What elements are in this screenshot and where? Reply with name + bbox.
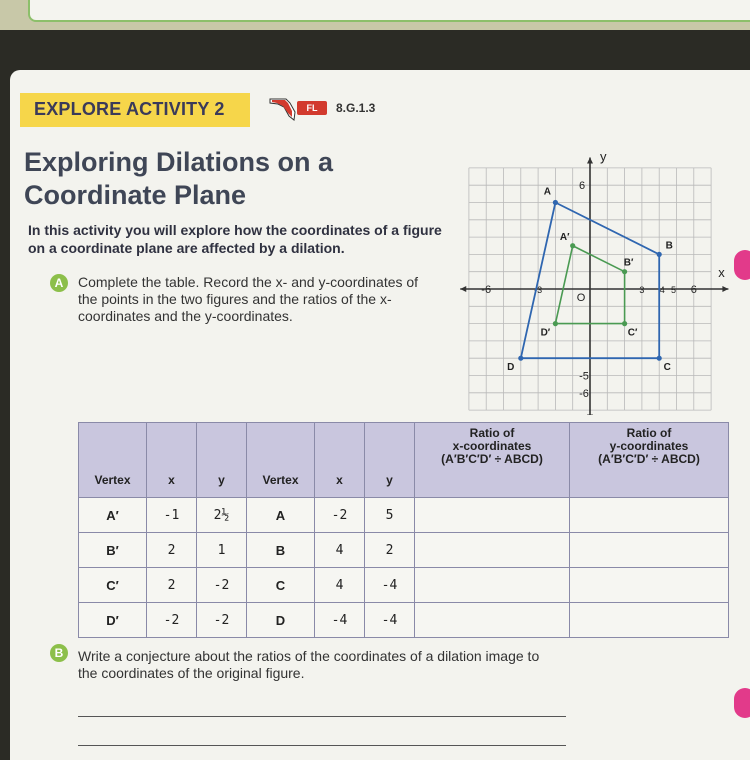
x-axis-label: x — [718, 265, 725, 280]
y-image-cell[interactable]: -2 — [197, 568, 247, 603]
y-image-cell[interactable]: -2 — [197, 603, 247, 638]
previous-page-strip — [0, 0, 750, 30]
ratio-y-cell[interactable] — [570, 568, 729, 603]
header-ratio-y — [570, 423, 729, 498]
answer-line[interactable] — [78, 716, 566, 717]
y-original-cell[interactable]: 2 — [365, 533, 415, 568]
table-row — [79, 533, 729, 568]
tick-label: -6 — [579, 387, 589, 400]
x-original-cell[interactable]: 4 — [315, 533, 365, 568]
header-ratio-x-line2: x-coordinates — [452, 439, 532, 453]
vertex-label: B — [665, 240, 673, 252]
page-title: Exploring Dilations on a Coordinate Plane — [24, 147, 334, 210]
vertex-image-cell: D′ — [79, 603, 147, 638]
ratio-x-cell[interactable] — [415, 498, 570, 533]
tick-label: -3 — [534, 285, 543, 295]
vertex-label: C′ — [627, 327, 638, 339]
previous-answer-box — [28, 0, 750, 22]
vertex-original-cell: B — [247, 533, 315, 568]
x-original-cell[interactable]: 4 — [315, 568, 365, 603]
header-ratio-x-line1: Ratio of — [469, 426, 515, 440]
answer-line[interactable] — [78, 745, 566, 746]
vertex-image-cell: A′ — [79, 498, 147, 533]
page-tab-marker — [734, 250, 750, 280]
vertex-point — [657, 356, 662, 361]
vertex-label: A — [543, 186, 552, 198]
ratio-y-cell[interactable] — [570, 603, 729, 638]
vertex-table — [78, 422, 729, 638]
vertex-point — [570, 243, 575, 248]
x-axis-arrow — [460, 286, 466, 292]
header-ratio-y-line2: y-coordinates — [609, 439, 689, 453]
vertex-original-cell: A — [247, 498, 315, 533]
y-original-cell[interactable]: -4 — [365, 603, 415, 638]
tick-label: 6 — [690, 284, 697, 296]
vertex-point — [518, 356, 523, 361]
tick-label: 6 — [578, 180, 586, 193]
y-image-cell[interactable]: 1 — [197, 533, 247, 568]
step-a-text: Complete the table. Record the x- and y-coordinates of the points in the two figures and the ratios of the x-coordinates and the y-coordinates. — [78, 274, 419, 324]
table-row — [79, 603, 729, 638]
activity-label: EXPLORE ACTIVITY 2 — [34, 99, 225, 119]
vertex-original-cell: C — [247, 568, 315, 603]
y-image-cell[interactable]: 2½ — [197, 498, 247, 533]
header-ratio-y-line3: (A′B′C′D′ ÷ ABCD) — [598, 452, 700, 466]
header-y-original: y — [365, 423, 415, 498]
x-image-cell[interactable]: -2 — [147, 603, 197, 638]
y-axis-arrow — [587, 414, 593, 415]
header-x-image: x — [147, 423, 197, 498]
vertex-label: A′ — [559, 231, 570, 243]
tick-label: 3 — [639, 285, 645, 295]
ratio-y-cell[interactable] — [570, 498, 729, 533]
vertex-image-cell: C′ — [79, 568, 147, 603]
ratio-x-cell[interactable] — [415, 603, 570, 638]
intro-text: In this activity you will explore how the coordinates of a figure on a coordinate plane are affected by a dilation. — [28, 222, 442, 256]
header-ratio-x — [415, 423, 570, 498]
step-a-badge: A — [50, 274, 68, 292]
step-b-text: Write a conjecture about the ratios of the coordinates of a dilation image to the coordinates of the original figure. — [78, 648, 540, 681]
ratio-x-cell[interactable] — [415, 568, 570, 603]
x-image-cell[interactable]: 2 — [147, 533, 197, 568]
page-tab-marker — [734, 688, 750, 718]
coordinate-plane — [455, 140, 750, 415]
table-row — [79, 498, 729, 533]
y-original-cell[interactable]: -4 — [365, 568, 415, 603]
x-axis-arrow — [722, 286, 728, 292]
vertex-point — [657, 252, 662, 257]
tick-label: 4 — [659, 285, 665, 295]
step-b-badge: B — [50, 644, 68, 662]
fl-badge: FL — [297, 101, 327, 115]
vertex-point — [553, 321, 558, 326]
origin-label: O — [576, 292, 586, 304]
tick-label: 5 — [670, 285, 677, 295]
vertex-point — [622, 321, 627, 326]
header-ratio-y-line1: Ratio of — [626, 426, 672, 440]
header-vertex-image: Vertex — [79, 423, 147, 498]
tick-label: -5 — [579, 370, 589, 383]
florida-state-icon — [268, 96, 298, 122]
tick-labels — [481, 149, 725, 400]
header-y-image: y — [197, 423, 247, 498]
vertex-image-cell: B′ — [79, 533, 147, 568]
vertex-label: C — [663, 362, 671, 374]
vertex-label: D — [507, 362, 515, 374]
header-x-original: x — [315, 423, 365, 498]
vertex-point — [553, 200, 558, 205]
standard-code: 8.G.1.3 — [336, 101, 376, 115]
table-header-row — [79, 423, 729, 498]
x-image-cell[interactable]: -1 — [147, 498, 197, 533]
x-original-cell[interactable]: -4 — [315, 603, 365, 638]
axes — [460, 158, 728, 415]
header-vertex-original: Vertex — [247, 423, 315, 498]
tick-label: -6 — [481, 284, 492, 296]
vertex-original-cell: D — [247, 603, 315, 638]
vertex-label: B′ — [623, 257, 634, 269]
ratio-y-cell[interactable] — [570, 533, 729, 568]
x-image-cell[interactable]: 2 — [147, 568, 197, 603]
y-axis-label: y — [600, 148, 607, 164]
vertex-label: D′ — [540, 327, 551, 339]
ratio-x-cell[interactable] — [415, 533, 570, 568]
vertex-point — [622, 269, 627, 274]
table-row — [79, 568, 729, 603]
x-original-cell[interactable]: -2 — [315, 498, 365, 533]
y-original-cell[interactable]: 5 — [365, 498, 415, 533]
header-ratio-x-line3: (A′B′C′D′ ÷ ABCD) — [441, 452, 543, 466]
y-axis-arrow — [587, 158, 593, 164]
